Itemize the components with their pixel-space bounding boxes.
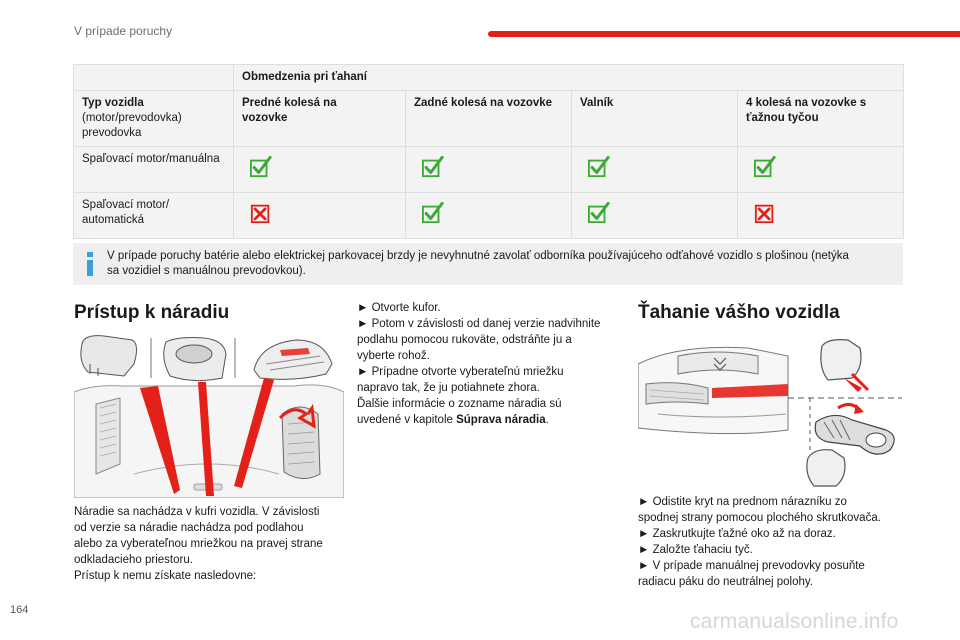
watermark: carmanualsonline.info <box>690 610 899 633</box>
row-label-manual <box>74 147 234 193</box>
check-icon <box>754 156 776 178</box>
column-header-rear-wheels <box>406 91 572 147</box>
table-row <box>74 193 904 239</box>
table-cell <box>234 193 406 239</box>
tools-steps <box>357 300 600 428</box>
tools-description <box>74 504 323 584</box>
paragraph-line: Náradie sa nachádza v kufri vozidla. V závislosti <box>74 506 320 518</box>
check-icon <box>422 202 444 224</box>
table-empty-corner <box>74 65 234 91</box>
step-line: ► Otvorte kufor. <box>357 302 441 314</box>
page-number: 164 <box>10 604 29 616</box>
step-line: spodnej strany pomocou plochého skrutkovača. <box>638 512 881 524</box>
header-accent-bar <box>488 31 960 37</box>
tool-kit-reference: Súprava náradia <box>456 414 546 426</box>
column-header-flatbed <box>572 91 738 147</box>
table-group-header: Obmedzenia pri ťahaní <box>234 65 904 91</box>
info-icon <box>85 252 95 276</box>
tools-heading: Prístup k náradiu <box>74 302 230 323</box>
column-header-line: Valník <box>580 97 614 109</box>
step-line: podlahu pomocou rukoväte, odstráňte ju a <box>357 334 572 346</box>
check-icon <box>250 156 272 178</box>
vehicle-type-sub2: prevodovka <box>82 127 142 139</box>
paragraph-line: Prístup k nemu získate nasledovne: <box>74 570 257 582</box>
table-cell <box>234 147 406 193</box>
step-line: napravo tak, že ju potiahnete zhora. <box>357 382 540 394</box>
column-header-line: vozovke <box>242 112 288 124</box>
trunk-tools-illustration <box>74 334 344 498</box>
towing-limits-table <box>73 64 904 239</box>
step-line <box>357 412 600 428</box>
row-label-automatic <box>74 193 234 239</box>
cross-icon <box>754 202 776 224</box>
table-cell <box>572 147 738 193</box>
column-header-line: 4 kolesá na vozovke s <box>746 97 867 109</box>
paragraph-line: odkladacieho priestoru. <box>74 554 193 566</box>
step-line: radiacu páku do neutrálnej polohy. <box>638 576 813 588</box>
section-header: V prípade poruchy <box>74 24 173 38</box>
check-icon <box>588 202 610 224</box>
check-icon <box>588 156 610 178</box>
vehicle-type-label: Typ vozidla <box>82 97 144 109</box>
towing-steps <box>638 494 881 590</box>
table-group-header-row <box>74 65 904 91</box>
column-header-four-wheels <box>738 91 904 147</box>
note-line: sa vozidiel s manuálnou prevodovkou). <box>107 265 306 277</box>
row-label-line: Spaľovací motor/manuálna <box>82 153 220 165</box>
column-header-line: Zadné kolesá na vozovke <box>414 97 553 109</box>
table-column-header-row <box>74 91 904 147</box>
column-header-front-wheels <box>234 91 406 147</box>
step-line: ► Potom v závislosti od danej verzie nadvihnite <box>357 318 601 330</box>
paragraph-line: alebo za vyberateľnou mriežkou na pravej strane <box>74 538 323 550</box>
row-label-line: Spaľovací motor/ <box>82 199 170 211</box>
column-header-line: ťažnou tyčou <box>746 112 819 124</box>
table-cell <box>738 193 904 239</box>
note-line: V prípade poruchy batérie alebo elektrickej parkovacej brzdy je nevyhnutné zavolať odborníka používajúceho odťahové vozidlo s plošinou (netýka <box>107 250 849 262</box>
towing-heading: Ťahanie vášho vozidla <box>638 302 840 323</box>
table-row <box>74 147 904 193</box>
table-cell <box>572 193 738 239</box>
table-cell <box>738 147 904 193</box>
cross-icon <box>250 202 272 224</box>
step-line: ► Zaskrutkujte ťažné oko až na doraz. <box>638 528 836 540</box>
paragraph-line: od verzie sa náradie nachádza pod podlahou <box>74 522 304 534</box>
column-header-vehicle-type <box>74 91 234 147</box>
towing-eye-illustration <box>638 334 904 490</box>
row-label-line: automatická <box>82 214 145 226</box>
step-line: ► Prípadne otvorte vyberateľnú mriežku <box>357 366 564 378</box>
info-note <box>73 243 903 285</box>
step-line: ► V prípade manuálnej prevodovky posuňte <box>638 560 865 572</box>
text-run: uvedené v kapitole <box>357 414 457 426</box>
column-header-line: Predné kolesá na <box>242 97 337 109</box>
vehicle-type-sub1: (motor/prevodovka) <box>82 112 182 124</box>
text-run: . <box>545 414 549 426</box>
step-line: vyberte rohož. <box>357 350 430 362</box>
table-cell <box>406 193 572 239</box>
check-icon <box>422 156 444 178</box>
step-line: ► Založte ťahaciu tyč. <box>638 544 753 556</box>
table-cell <box>406 147 572 193</box>
step-line: Ďalšie informácie o zozname náradia sú <box>357 398 562 410</box>
step-line: ► Odistite kryt na prednom nárazníku zo <box>638 496 847 508</box>
